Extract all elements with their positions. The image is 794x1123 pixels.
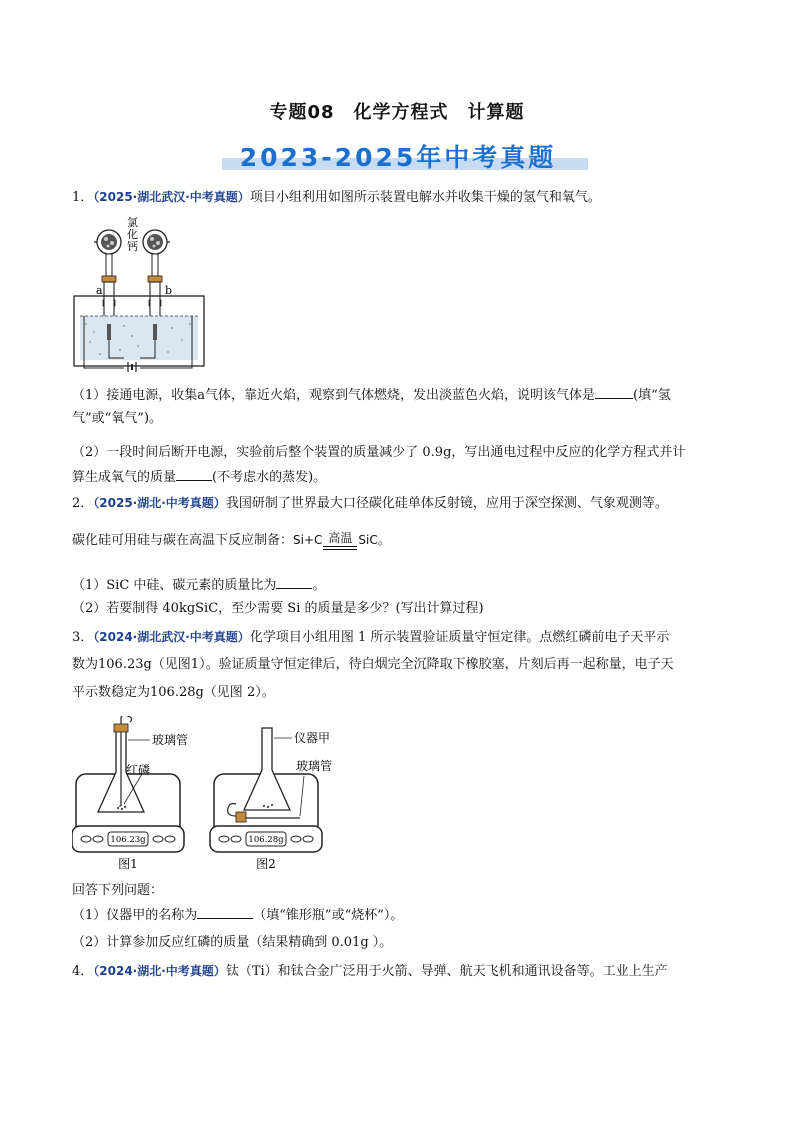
fig-label-reagent-3: 钙 (127, 240, 138, 253)
q1-part1-blank[interactable] (595, 386, 633, 399)
equation-product: SiC (358, 533, 378, 547)
q1-part1-line2: 气”或“氧气”)。 (72, 411, 163, 426)
banner-text: 2023-2025年中考真题 (239, 143, 557, 172)
q1-part2-blank[interactable] (176, 468, 212, 481)
fig1-label-glass-tube: 玻璃管 (152, 733, 189, 747)
q2-source: （2025·湖北·中考真题） (93, 496, 226, 510)
equation-condition: 高温 (323, 531, 357, 550)
stopper-right (148, 276, 162, 282)
q2-part1-blank[interactable] (276, 576, 312, 589)
figure-2-balance-flask (208, 722, 348, 874)
q1-source: （2025·湖北武汉·中考真题） (93, 190, 250, 204)
fig-label-reagent-2: 化 (127, 228, 138, 241)
electrolysis-apparatus-figure (72, 212, 214, 372)
q4-stem (72, 962, 668, 981)
q1-stem-text: 项目小组利用如图所示装置电解水并收集干燥的氢气和氧气。 (249, 190, 601, 205)
power-source (128, 362, 136, 372)
q2-equation-line: 碳化硅可用硅与碳在高温下反应制备：Si+C 高温 SiC。 (72, 531, 391, 548)
fig2-label-instrument: 仪器甲 (294, 731, 331, 745)
figure-2-caption: 图2 (256, 857, 276, 871)
q3-stem-line3: 平示数稳定为106.28g（见图 2）。 (72, 685, 275, 700)
q1-part2-line2: 算生成氧气的质量 (不考虑水的蒸发)。 (72, 470, 327, 485)
fig-label-a: a (96, 284, 103, 297)
removed-stopper (236, 812, 246, 822)
q1-number: 1． (72, 190, 94, 205)
q1-part1-line1: （1）接通电源，收集a气体，靠近火焰，观察到气体燃烧，发出淡蓝色火焰，说明该气体是 (填“氢 (72, 388, 671, 403)
q2-part1: （1）SiC 中硅、碳元素的质量比为 。 (72, 578, 326, 593)
water (80, 316, 198, 360)
drying-tube-right (143, 230, 170, 276)
q3-part1: （1）仪器甲的名称为 （填“锥形瓶”或“烧杯”）。 (72, 908, 404, 923)
fig-label-b: b (165, 284, 173, 297)
q3-part2: （2）计算参加反应红磷的质量（结果精确到 0.01g ）。 (72, 935, 393, 950)
banner (208, 138, 588, 174)
q2-part2: （2）若要制得 40kgSiC，至少需要 Si 的质量是多少？(写出计算过程) (72, 601, 484, 616)
q4-stem-text: 钛（Ti）和钛合金广泛用于火箭、导弹、航天飞机和通讯设备等。工业上生产 (225, 964, 668, 979)
q1-part2-line1: （2）一段时间后断开电源，实验前后整个装置的质量减少了 0.9g，写出通电过程中反应的化学方程式并计 (72, 445, 686, 460)
q3-stem-text: 化学项目小组用图 1 所示装置验证质量守恒定律。点燃红磷前电子天平示 (249, 630, 670, 645)
fig1-label-red-phosphorus: 红磷 (126, 763, 151, 777)
drying-tube-left (94, 230, 121, 276)
q1-stem (72, 188, 601, 207)
q3-stem (72, 628, 669, 647)
equation-reactants: Si+C (293, 533, 323, 547)
q3-ask: 回答下列问题： (72, 883, 164, 898)
balance-reading-2: 106.28g (248, 835, 284, 845)
q3-source: （2024·湖北武汉·中考真题） (93, 630, 250, 644)
q2-stem-text: 我国研制了世界最大口径碳化硅单体反射镜，应用于深空探测、气象观测等。 (225, 496, 668, 511)
q4-source: （2024·湖北·中考真题） (93, 964, 226, 978)
q4-number: 4． (72, 964, 94, 979)
flask-2 (244, 728, 290, 810)
q3-number: 3． (72, 630, 94, 645)
q3-stem-line2: 数为106.23g（见图1）。验证质量守恒定律后，待白烟完全沉降取下橡胶塞，片刻后再一起称量，电子天 (72, 657, 674, 672)
fig2-label-glass-tube: 玻璃管 (296, 759, 333, 773)
stopper-left (102, 276, 116, 282)
q2-stem (72, 494, 668, 513)
balance-reading-1: 106.23g (110, 835, 146, 845)
q2-number: 2． (72, 496, 94, 511)
fig-label-reagent-1: 氯 (127, 216, 138, 229)
figure-1-caption: 图1 (118, 857, 138, 871)
rubber-stopper (114, 724, 128, 732)
q3-part1-blank[interactable] (197, 906, 253, 919)
page-title: 专题08 化学方程式 计算题 (269, 102, 525, 123)
figure-1-balance-flask (72, 716, 202, 874)
